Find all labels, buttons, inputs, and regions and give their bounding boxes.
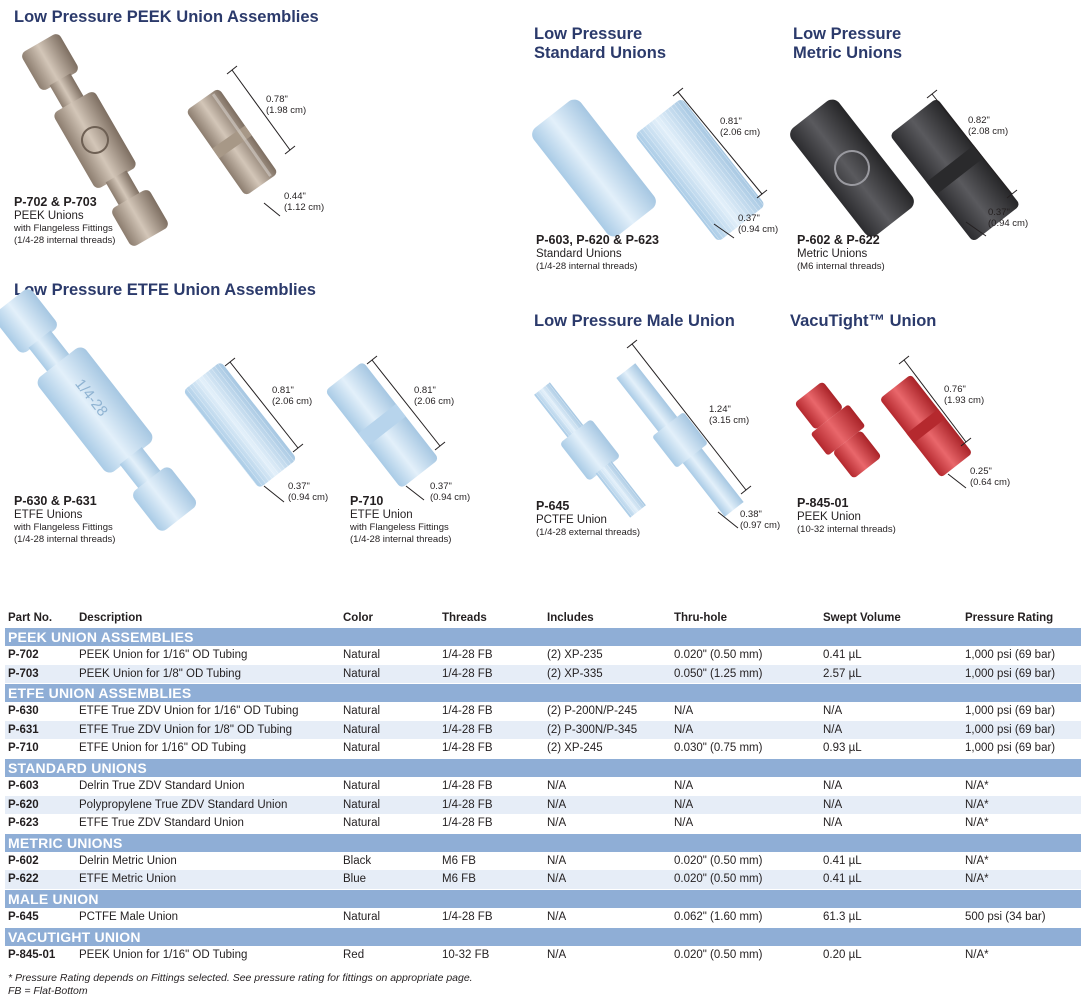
thread-mark-label: 1/4-28 xyxy=(71,375,111,420)
table-cell: N/A xyxy=(823,798,843,811)
table-cell: Natural xyxy=(343,649,381,661)
table-cell: N/A xyxy=(547,910,567,923)
caption-p845: P-845-01 PEEK Union (10-32 internal threads) xyxy=(797,496,896,535)
table-cell: 0.020" (0.50 mm) xyxy=(674,649,763,661)
table-group-header: STANDARD UNIONS xyxy=(5,759,1081,777)
table-cell: 1,000 psi (69 bar) xyxy=(965,649,1056,661)
table-cell: 1,000 psi (69 bar) xyxy=(965,723,1056,736)
table-row xyxy=(5,852,1081,871)
footnotes xyxy=(8,972,473,998)
section-title-standard-unions: Low Pressure Standard Unions xyxy=(534,25,667,62)
table-cell: N/A xyxy=(674,705,694,718)
table-cell: N/A xyxy=(674,798,694,811)
table-cell: 0.020" (0.50 mm) xyxy=(674,948,763,961)
table-cell: 2.57 µL xyxy=(823,667,862,680)
table-cell: P-623 xyxy=(8,817,39,830)
table-cell: P-710 xyxy=(8,742,39,755)
dim-p710-diameter: 0.37" (0.94 cm) xyxy=(430,481,471,503)
table-cell: P-630 xyxy=(8,705,39,718)
table-cell: Natural xyxy=(343,798,381,811)
table-cell: PEEK Union for 1/16" OD Tubing xyxy=(79,649,248,661)
col-header-includes: Includes xyxy=(547,612,594,624)
table-cell: ETFE True ZDV Union for 1/8" OD Tubing xyxy=(79,723,293,736)
table-cell: P-622 xyxy=(8,873,39,886)
table-cell: N/A xyxy=(823,817,843,830)
table-cell: 0.030" (0.75 mm) xyxy=(674,742,763,755)
table-cell: N/A xyxy=(547,798,567,811)
footnote-fb: FB = Flat-Bottom xyxy=(8,985,88,997)
table-cell: Blue xyxy=(343,873,367,886)
table-cell: N/A* xyxy=(965,779,989,792)
table-cell: N/A xyxy=(674,723,694,736)
table-cell: P-631 xyxy=(8,723,39,736)
table-cell: N/A xyxy=(674,779,694,792)
table-cell: 0.41 µL xyxy=(823,873,862,886)
table-cell: 1,000 psi (69 bar) xyxy=(965,705,1056,718)
table-cell: P-603 xyxy=(8,779,39,792)
table-cell: 1,000 psi (69 bar) xyxy=(965,742,1056,755)
table-cell: ETFE Metric Union xyxy=(79,873,177,886)
table-cell: N/A xyxy=(823,723,843,736)
table-cell: N/A xyxy=(823,705,843,718)
dim-peek-length: 0.78" (1.98 cm) xyxy=(266,94,307,116)
table-cell: PEEK Union for 1/8" OD Tubing xyxy=(79,667,241,680)
section-title-etfe-assemblies: Low Pressure ETFE Union Assemblies xyxy=(14,281,316,299)
section-title-male-union: Low Pressure Male Union xyxy=(534,312,735,330)
table-cell: Black xyxy=(343,854,372,867)
table-row xyxy=(5,739,1081,758)
col-header-threads: Threads xyxy=(442,612,487,624)
p710-union-body-image xyxy=(325,361,439,488)
table-cell: 0.050" (1.25 mm) xyxy=(674,667,763,680)
table-cell: (2) XP-245 xyxy=(547,742,603,755)
caption-p603: P-603, P-620 & P-623 Standard Unions (1/4-28 internal threads) xyxy=(536,233,659,272)
caption-p702: P-702 & P-703 PEEK Unions with Flangeless Fittings (1/4-28 internal threads) xyxy=(14,195,116,246)
table-cell: Natural xyxy=(343,667,381,680)
table-row xyxy=(5,777,1081,796)
table-cell: N/A xyxy=(547,817,567,830)
peek-union-body-image xyxy=(186,88,278,196)
table-cell: 0.20 µL xyxy=(823,948,862,961)
table-cell: 1/4-28 FB xyxy=(442,817,493,830)
spec-table xyxy=(5,610,1081,964)
table-cell: M6 FB xyxy=(442,854,476,867)
table-cell: N/A* xyxy=(965,948,989,961)
table-cell: PEEK Union for 1/16" OD Tubing xyxy=(79,948,248,961)
dim-metric-diameter: 0.37" (0.94 cm) xyxy=(988,207,1029,229)
col-header-pressure-rating: Pressure Rating xyxy=(965,612,1054,624)
table-cell: Natural xyxy=(343,910,381,923)
table-cell: 10-32 FB xyxy=(442,948,490,961)
table-cell: N/A xyxy=(547,873,567,886)
table-group-header: METRIC UNIONS xyxy=(5,834,1081,852)
standard-union-image xyxy=(528,96,659,240)
caption-p645: P-645 PCTFE Union (1/4-28 external threads) xyxy=(536,499,641,538)
table-cell: (2) P-200N/P-245 xyxy=(547,705,638,718)
dim-male-diameter: 0.38" (0.97 cm) xyxy=(740,509,781,531)
table-cell: 1/4-28 FB xyxy=(442,910,493,923)
section-title-peek-assemblies: Low Pressure PEEK Union Assemblies xyxy=(14,8,319,26)
col-header-swept-volume: Swept Volume xyxy=(823,612,901,624)
dim-etfe-length: 0.81" (2.06 cm) xyxy=(272,385,313,407)
dim-vacutight-length: 0.76" (1.93 cm) xyxy=(944,384,985,406)
table-body xyxy=(5,628,1081,964)
table-group-header: PEEK UNION ASSEMBLIES xyxy=(5,628,1081,646)
table-cell: M6 FB xyxy=(442,873,476,886)
table-cell: 1/4-28 FB xyxy=(442,705,493,718)
caption-p602: P-602 & P-622 Metric Unions (M6 internal threads) xyxy=(797,233,885,272)
table-cell: Natural xyxy=(343,742,381,755)
caption-p710: P-710 ETFE Union with Flangeless Fittings (1/4-28 internal threads) xyxy=(350,494,452,545)
table-cell: P-702 xyxy=(8,649,39,661)
table-cell: N/A* xyxy=(965,817,989,830)
table-cell: N/A xyxy=(547,854,567,867)
vacutight-union-image xyxy=(790,377,887,482)
table-header xyxy=(5,610,1081,627)
table-cell: 1/4-28 FB xyxy=(442,667,493,680)
caption-p630: P-630 & P-631 ETFE Unions with Flangeless Fittings (1/4-28 internal threads) xyxy=(14,494,116,545)
table-group-header: ETFE UNION ASSEMBLIES xyxy=(5,684,1081,702)
table-row xyxy=(5,814,1081,833)
table-cell: (2) XP-335 xyxy=(547,667,603,680)
col-header-part-no: Part No. xyxy=(8,612,53,624)
table-cell: 1/4-28 FB xyxy=(442,779,493,792)
table-cell: 0.062" (1.60 mm) xyxy=(674,910,763,923)
table-cell: Delrin True ZDV Standard Union xyxy=(79,779,245,792)
table-cell: 1,000 psi (69 bar) xyxy=(965,667,1056,680)
table-row xyxy=(5,702,1081,721)
table-cell: Red xyxy=(343,948,365,961)
table-cell: N/A xyxy=(823,779,843,792)
table-cell: P-620 xyxy=(8,798,39,811)
table-cell: P-645 xyxy=(8,910,39,923)
footnote-pressure: * Pressure Rating depends on Fittings selected. See pressure rating for fittings on appropriate page. xyxy=(8,972,473,984)
table-cell: P-602 xyxy=(8,854,39,867)
table-row xyxy=(5,870,1081,889)
table-cell: (2) P-300N/P-345 xyxy=(547,723,638,736)
table-group-header: VACUTIGHT UNION xyxy=(5,928,1081,946)
table-cell: ETFE True ZDV Union for 1/16" OD Tubing xyxy=(79,705,299,718)
dim-p710-length: 0.81" (2.06 cm) xyxy=(414,385,455,407)
table-cell: 0.93 µL xyxy=(823,742,862,755)
table-cell: Natural xyxy=(343,779,381,792)
table-cell: ETFE Union for 1/16" OD Tubing xyxy=(79,742,247,755)
metric-union-image xyxy=(786,96,917,240)
table-cell: 1/4-28 FB xyxy=(442,723,493,736)
table-row xyxy=(5,721,1081,740)
table-row xyxy=(5,796,1081,815)
dim-peek-diameter: 0.44" (1.12 cm) xyxy=(284,191,325,213)
table-cell: 61.3 µL xyxy=(823,910,862,923)
table-cell: 0.020" (0.50 mm) xyxy=(674,854,763,867)
dim-metric-length: 0.82" (2.08 cm) xyxy=(968,115,1009,137)
table-row xyxy=(5,908,1081,927)
table-cell: N/A xyxy=(547,779,567,792)
table-cell: P-845-01 xyxy=(8,948,56,961)
table-cell: N/A* xyxy=(965,798,989,811)
table-cell: P-703 xyxy=(8,667,39,680)
table-cell: Delrin Metric Union xyxy=(79,854,177,867)
col-header-thru-hole: Thru-hole xyxy=(674,612,728,624)
table-cell: ETFE True ZDV Standard Union xyxy=(79,817,244,830)
table-cell: Polypropylene True ZDV Standard Union xyxy=(79,798,288,811)
dim-standard-length: 0.81" (2.06 cm) xyxy=(720,116,761,138)
col-header-description: Description xyxy=(79,612,143,624)
table-cell: 0.020" (0.50 mm) xyxy=(674,873,763,886)
table-cell: 1/4-28 FB xyxy=(442,798,493,811)
table-row xyxy=(5,646,1081,665)
table-cell: PCTFE Male Union xyxy=(79,910,179,923)
dim-male-length: 1.24" (3.15 cm) xyxy=(709,404,750,426)
table-group-header: MALE UNION xyxy=(5,890,1081,908)
table-cell: 1/4-28 FB xyxy=(442,649,493,661)
table-cell: 500 psi (34 bar) xyxy=(965,910,1046,923)
table-cell: Natural xyxy=(343,817,381,830)
table-row xyxy=(5,946,1081,965)
col-header-color: Color xyxy=(343,612,374,624)
table-row xyxy=(5,665,1081,684)
dim-standard-diameter: 0.37" (0.94 cm) xyxy=(738,213,779,235)
table-cell: N/A xyxy=(547,948,567,961)
table-cell: (2) XP-235 xyxy=(547,649,603,661)
table-cell: Natural xyxy=(343,723,381,736)
table-cell: Natural xyxy=(343,705,381,718)
table-cell: 1/4-28 FB xyxy=(442,742,493,755)
table-cell: N/A* xyxy=(965,854,989,867)
section-title-metric-unions: Low Pressure Metric Unions xyxy=(793,25,903,62)
table-cell: 0.41 µL xyxy=(823,649,862,661)
table-cell: N/A* xyxy=(965,873,989,886)
table-cell: N/A xyxy=(674,817,694,830)
dim-vacutight-diameter: 0.25" (0.64 cm) xyxy=(970,466,1011,488)
section-title-vacutight: VacuTight™ Union xyxy=(790,312,937,330)
dim-etfe-diameter: 0.37" (0.94 cm) xyxy=(288,481,329,503)
table-cell: 0.41 µL xyxy=(823,854,862,867)
